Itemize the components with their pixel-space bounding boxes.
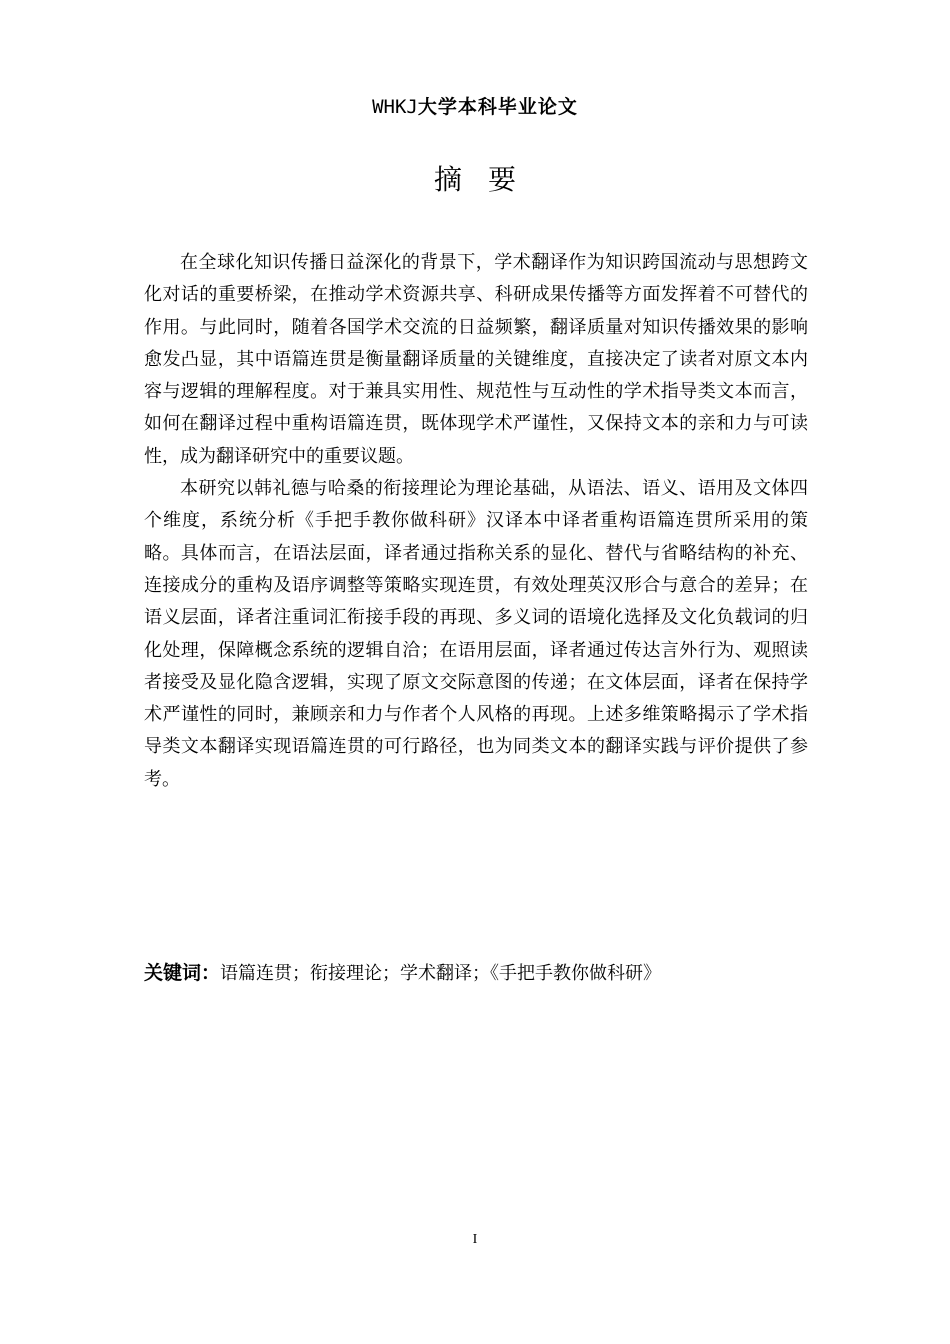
- abstract-paragraph: 在全球化知识传播日益深化的背景下，学术翻译作为知识跨国流动与思想跨文化对话的重要桥梁，在推动学术资源共享、科研成果传播等方面发挥着不可替代的作用。与此同时，随着各国学术交流的日益频繁，翻译质量对知识传播效果的影响愈发凸显，其中语篇连贯是衡量翻译质量的关键维度，直接决定了读者对原文本内容与逻辑的理解程度。对于兼具实用性、规范性与互动性的学术指导类文本而言，如何在翻译过程中重构语篇连贯，既体现学术严谨性，又保持文本的亲和力与可读性，成为翻译研究中的重要议题。: [144, 252, 808, 467]
- keywords-label: 关键词：: [144, 962, 221, 984]
- keywords-line: [144, 958, 808, 989]
- abstract-paragraph: 本研究以韩礼德与哈桑的衔接理论为理论基础，从语法、语义、语用及文体四个维度，系统分析《手把手教你做科研》汉译本中译者重构语篇连贯所采用的策略。具体而言，在语法层面，译者通过指称关系的显化、替代与省略结构的补充、连接成分的重构及语序调整等策略实现连贯，有效处理英汉形合与意合的差异；在语义层面，译者注重词汇衔接手段的再现、多义词的语境化选择及文化负载词的归化处理，保障概念系统的逻辑自洽；在语用层面，译者通过传达言外行为、观照读者接受及显化隐含逻辑，实现了原文交际意图的传递；在文体层面，译者在保持学术严谨性的同时，兼顾亲和力与作者个人风格的再现。上述多维策略揭示了学术指导类文本翻译实现语篇连贯的可行路径，也为同类文本的翻译实践与评价提供了参考。: [144, 478, 808, 790]
- header-title: 大学本科毕业论文: [417, 96, 578, 118]
- page-number: I: [472, 1232, 478, 1247]
- abstract-heading: 摘要: [433, 163, 542, 196]
- keywords-text: 语篇连贯；衔接理论；学术翻译；《手把手教你做科研》: [220, 963, 662, 984]
- abstract-body: [144, 247, 808, 796]
- header-prefix: WHKJ: [372, 96, 418, 118]
- running-header: [0, 92, 950, 119]
